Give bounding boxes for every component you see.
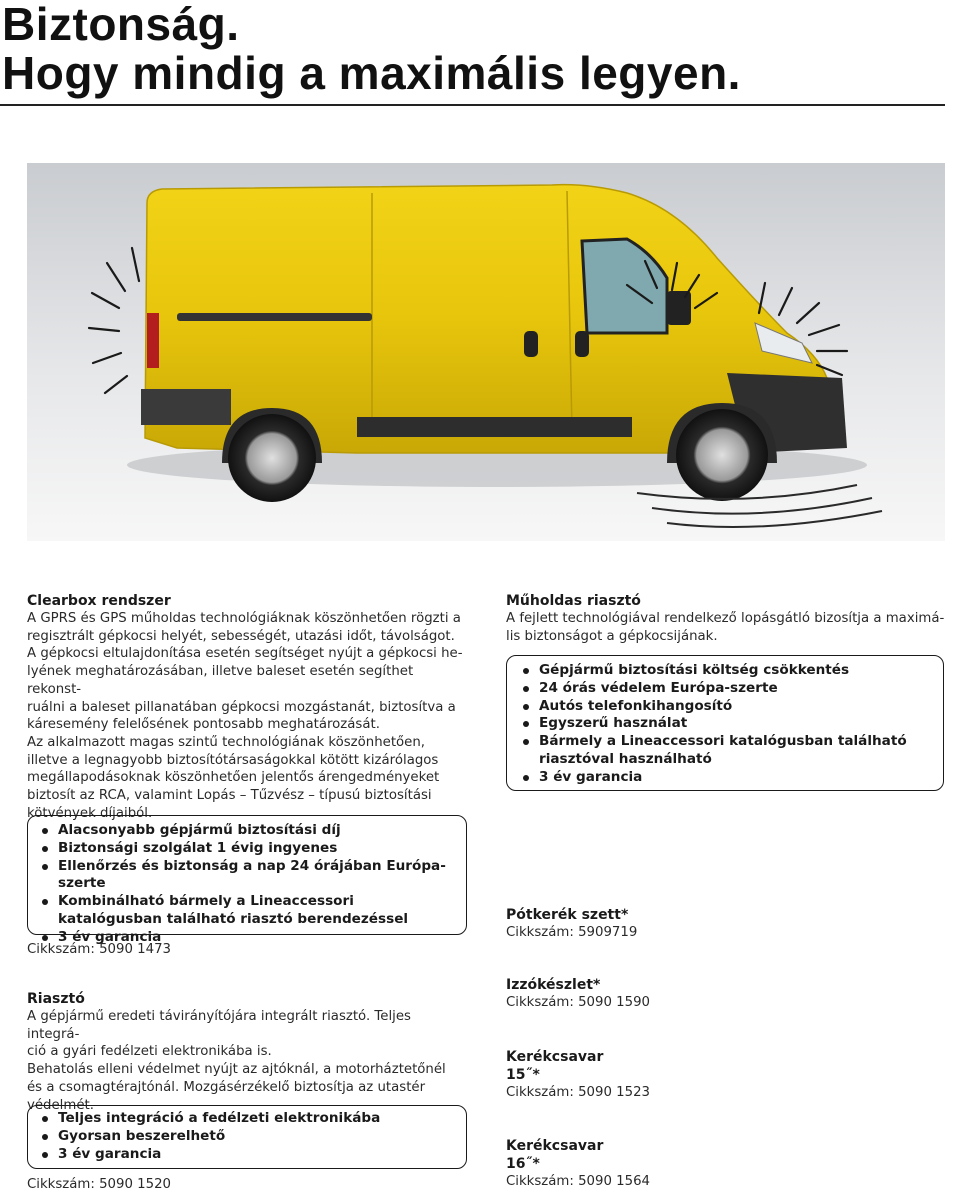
alarm-feature: Gyorsan beszerelhető	[38, 1128, 456, 1146]
clearbox-section	[27, 592, 467, 822]
clearbox-line: A GPRS és GPS műholdas technológiáknak köszönhetően rögzti a	[27, 611, 461, 626]
satellite-alarm-feature: Autós telefonkihangosító	[519, 698, 931, 716]
alarm-description	[27, 1008, 467, 1114]
van-image	[27, 163, 945, 541]
clearbox-feature: Ellenőrzés és biztonság a nap 24 órájában Európa-szerte	[38, 858, 456, 894]
product-bulb-kit	[506, 976, 806, 1012]
clearbox-feature: Kombinálható bármely a Lineaccessori katalógusban található riasztó berendezéssel	[38, 893, 456, 929]
alarm-feature: Teljes integráció a fedélzeti elektronikába	[38, 1110, 456, 1128]
product-name: Kerékcsavar	[506, 1049, 604, 1065]
product-wheel-bolt-15	[506, 1048, 806, 1102]
product-size: 15˝*	[506, 1067, 540, 1083]
product-name: Pótkerék szett*	[506, 907, 629, 923]
alarm-line: A gépjármű eredeti távirányítójára integrált riasztó. Teljes integrá-	[27, 1009, 411, 1042]
title-line-2: Hogy mindig a maximális legyen.	[2, 47, 741, 99]
clearbox-line: biztosít az RCA, valamint Lopás – Tűzvész – típusú biztosítási	[27, 788, 432, 804]
product-size: 16˝*	[506, 1156, 540, 1172]
product-name: Kerékcsavar	[506, 1138, 604, 1154]
alarm-line: és a csomagtérajtónál. Mozgásérzékelő biztosítja az utastér	[27, 1079, 426, 1095]
satellite-alarm-section	[506, 592, 946, 645]
product-part-number: Cikkszám: 5090 1523	[506, 1085, 650, 1100]
clearbox-part-number: Cikkszám: 5090 1473	[27, 942, 171, 957]
product-name: Izzókészlet*	[506, 977, 601, 993]
clearbox-heading: Clearbox rendszer	[27, 593, 171, 609]
clearbox-feature: Biztonsági szolgálat 1 évig ingyenes	[38, 840, 456, 858]
satellite-alarm-line: lis biztonságot a gépkocsijának.	[506, 628, 718, 644]
alarm-part-number: Cikkszám: 5090 1520	[27, 1177, 171, 1192]
alarm-features-box	[27, 1105, 467, 1169]
product-part-number: Cikkszám: 5090 1590	[506, 995, 650, 1010]
satellite-alarm-heading: Műholdas riasztó	[506, 593, 641, 609]
clearbox-line: illetve a legnagyobb biztosítótársaságokkal kötött kizárólagos	[27, 752, 439, 768]
clearbox-line: lyének meghatározásában, illetve baleset esetén segíthet rekonst-	[27, 664, 414, 697]
clearbox-line: kötvények díjaiból.	[27, 805, 153, 821]
page-title	[2, 0, 741, 98]
clearbox-line: Az alkalmazott magas szintű technológiának köszönhetően,	[27, 734, 425, 750]
clearbox-description	[27, 610, 467, 822]
alarm-line: védelmét.	[27, 1097, 94, 1113]
product-part-number: Cikkszám: 5090 1564	[506, 1174, 650, 1189]
clearbox-features-box	[27, 815, 467, 945]
satellite-alarm-feature: 24 órás védelem Európa-szerte	[519, 680, 931, 698]
satellite-alarm-features-box	[506, 655, 944, 791]
satellite-alarm-feature: Egyszerű használat	[519, 715, 931, 733]
product-part-number: Cikkszám: 5909719	[506, 925, 638, 940]
satellite-alarm-feature: Bármely a Lineaccessori katalógusban található riasztóval használható	[519, 733, 931, 769]
satellite-alarm-feature: 3 év garancia	[519, 769, 931, 787]
clearbox-line: ruálni a baleset pillanatában gépkocsi mozgástanát, biztosítva a	[27, 699, 456, 715]
alarm-line: ció a gyári fedélzeti elektronikába is.	[27, 1044, 272, 1060]
clearbox-feature: Alacsonyabb gépjármű biztosítási díj	[38, 822, 456, 840]
satellite-alarm-line: A fejlett technológiával rendelkező lopásgátló bizosítja a maximá-	[506, 611, 945, 626]
product-wheel-bolt-16	[506, 1137, 806, 1191]
clearbox-line: A gépkocsi eltulajdonítása esetén segítséget nyújt a gépkocsi he-	[27, 646, 463, 662]
alarm-feature: 3 év garancia	[38, 1146, 456, 1164]
clearbox-line: regisztrált gépkocsi helyét, sebességét, utazási időt, távolságot.	[27, 628, 455, 644]
alarm-line: Behatolás elleni védelmet nyújt az ajtóknál, a motorháztetőnél	[27, 1062, 446, 1078]
title-line-1: Biztonság.	[2, 0, 240, 50]
product-spare-wheel	[506, 906, 806, 942]
title-divider	[0, 104, 945, 106]
alarm-heading: Riasztó	[27, 991, 85, 1007]
clearbox-line: megállapodásoknak köszönhetően jelentős árengedményeket	[27, 770, 440, 786]
satellite-alarm-description	[506, 610, 946, 645]
clearbox-feature: 3 év garancia	[38, 929, 456, 947]
alarm-section	[27, 990, 467, 1114]
satellite-alarm-feature: Gépjármű biztosítási költség csökkentés	[519, 662, 931, 680]
clearbox-line: káresemény felelősének pontosabb meghatározását.	[27, 717, 380, 733]
